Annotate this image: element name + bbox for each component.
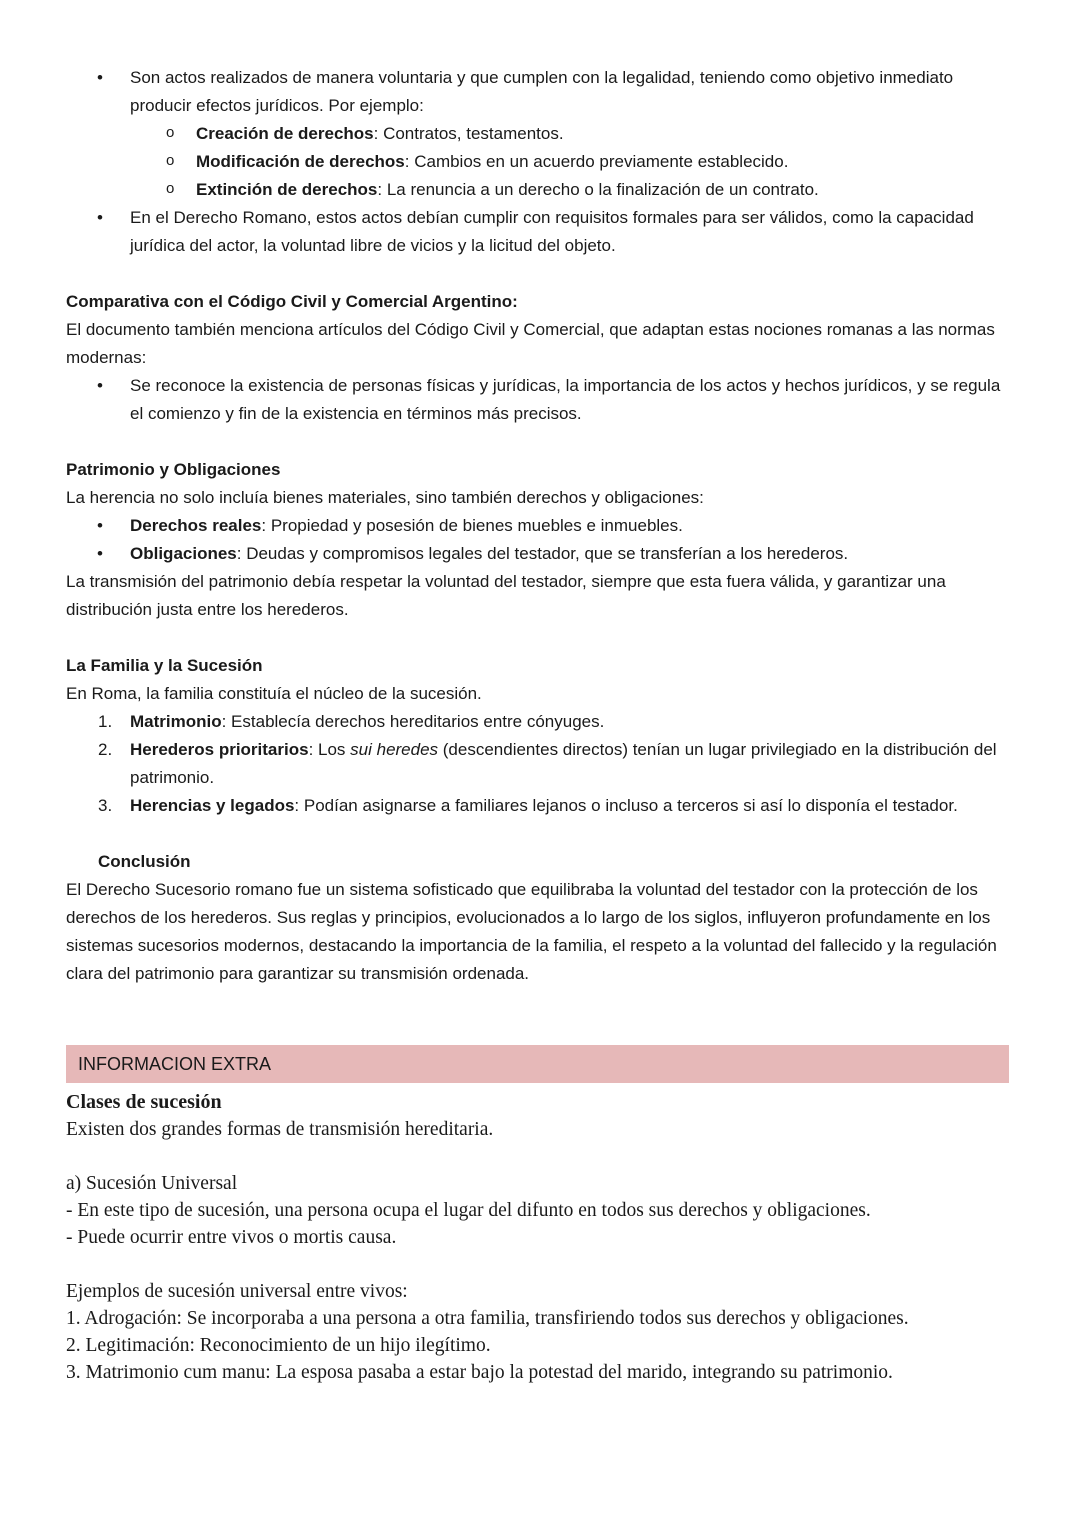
- info-extra-banner: [66, 1045, 1009, 1083]
- subsection-title: a) Sucesión Universal: [66, 1173, 238, 1194]
- dash-line: - Puede ocurrir entre vivos o mortis causa.: [66, 1227, 397, 1248]
- list-item: [66, 512, 1016, 540]
- sub-list-item: [130, 176, 1016, 204]
- paragraph: Existen dos grandes formas de transmisión hereditaria.: [66, 1119, 494, 1140]
- list-item: [66, 792, 1016, 820]
- item-text: : Los: [308, 740, 351, 759]
- list-item: [66, 540, 1016, 568]
- section-heading-comparativa: Comparativa con el Código Civil y Comercial Argentino:: [66, 292, 518, 311]
- item-number: 3.: [98, 796, 113, 815]
- sub-item-bold: Creación de derechos: [196, 124, 374, 143]
- banner-label: INFORMACION EXTRA: [78, 1053, 272, 1074]
- sub-item-bold: Extinción de derechos: [196, 180, 378, 199]
- item-italic: sui heredes: [350, 740, 439, 759]
- sub-list-item: [130, 148, 1016, 176]
- item-number: 2.: [98, 740, 113, 759]
- paragraph: El documento también menciona artículos del Código Civil y Comercial, que adaptan estas nociones romanas a las normas modernas:: [66, 320, 995, 367]
- bullet-text: • Son actos realizados de manera voluntaria y que cumplen con la legalidad, teniendo como objetivo inmediato producir efectos jurídicos. Por ejemplo:: [130, 68, 954, 115]
- paragraph: El Derecho Sucesorio romano fue un sistema sofisticado que equilibraba la voluntad del testador con la protección de los derechos de los herederos. Sus reglas y principios, evolucionados a lo largo de los siglos, influyeron profundamente en los sistemas sucesorios modernos, destacando la importancia de la familia, el respeto a la voluntad del fallecido y la regulación clara del patrimonio para garantizar su transmisión ordenada.: [66, 880, 997, 983]
- item-text: : Podían asignarse a familiares lejanos o incluso a terceros si así lo disponía el testador.: [294, 796, 958, 815]
- section-heading-patrimonio: Patrimonio y Obligaciones: [66, 460, 281, 479]
- paragraph: La herencia no solo incluía bienes materiales, sino también derechos y obligaciones:: [66, 488, 704, 507]
- example-line: 1. Adrogación: Se incorporaba a una persona a otra familia, transfiriendo todos sus derechos y obligaciones.: [66, 1308, 909, 1329]
- section-title: Clases de sucesión: [66, 1091, 222, 1113]
- item-bold: Herencias y legados: [130, 796, 295, 815]
- paragraph: La transmisión del patrimonio debía respetar la voluntad del testador, siempre que esta fuera válida, y garantizar una distribución justa entre los herederos.: [66, 572, 946, 619]
- section-heading-conclusion: Conclusión: [98, 852, 191, 871]
- bullet-text: En el Derecho Romano, estos actos debían cumplir con requisitos formales para ser válidos, como la capacidad jurídica del actor, la voluntad libre de vicios y la licitud del objeto.: [130, 208, 974, 255]
- sub-item-bold: Modificación de derechos: [196, 152, 405, 171]
- examples-title: Ejemplos de sucesión universal entre vivos:: [66, 1281, 408, 1302]
- item-text: (descendientes directos) tenían un lugar privilegiado en la distribución del patrimonio.: [130, 740, 997, 787]
- list-item: [66, 204, 1016, 260]
- item-bold: Matrimonio: [130, 712, 222, 731]
- section-heading-familia: La Familia y la Sucesión: [66, 656, 263, 675]
- paragraph: En Roma, la familia constituía el núcleo de la sucesión.: [66, 684, 482, 703]
- sub-bullet-list: [130, 120, 1016, 204]
- sub-item-text: : Cambios en un acuerdo previamente establecido.: [404, 152, 789, 171]
- list-item: [66, 736, 1016, 792]
- item-text: : Establecía derechos hereditarios entre cónyuges.: [221, 712, 605, 731]
- list-item: [66, 708, 1016, 736]
- example-line: 2. Legitimación: Reconocimiento de un hijo ilegítimo.: [66, 1335, 491, 1356]
- sub-list-item: [130, 120, 1016, 148]
- item-bold: Obligaciones: [130, 544, 237, 563]
- item-text: : Deudas y compromisos legales del testador, que se transferían a los herederos.: [236, 544, 849, 563]
- intro-bullet-list: [66, 64, 1016, 260]
- sub-item-text: : La renuncia a un derecho o la finalización de un contrato.: [377, 180, 819, 199]
- list-item: [66, 372, 1016, 428]
- document-body: [66, 64, 1016, 988]
- item-bold: Derechos reales: [130, 516, 262, 535]
- item-bold: Herederos prioritarios: [130, 740, 309, 759]
- bullet-text: Se reconoce la existencia de personas físicas y jurídicas, la importancia de los actos y hechos jurídicos, y se regula el comienzo y fin de la existencia en términos más precisos.: [130, 376, 1001, 423]
- sub-item-text: : Contratos, testamentos.: [373, 124, 564, 143]
- item-text: : Propiedad y posesión de bienes muebles e inmuebles.: [261, 516, 683, 535]
- extra-section: [66, 1089, 1016, 1386]
- comparativa-bullet-list: [66, 372, 1016, 428]
- familia-numbered-list: [66, 708, 1016, 820]
- patrimonio-bullet-list: [66, 512, 1016, 568]
- example-line: 3. Matrimonio cum manu: La esposa pasaba a estar bajo la potestad del marido, integrando su patrimonio.: [66, 1362, 893, 1383]
- list-item: [66, 64, 1016, 204]
- dash-line: - En este tipo de sucesión, una persona ocupa el lugar del difunto en todos sus derechos y obligaciones.: [66, 1200, 871, 1221]
- item-number: 1.: [98, 712, 113, 731]
